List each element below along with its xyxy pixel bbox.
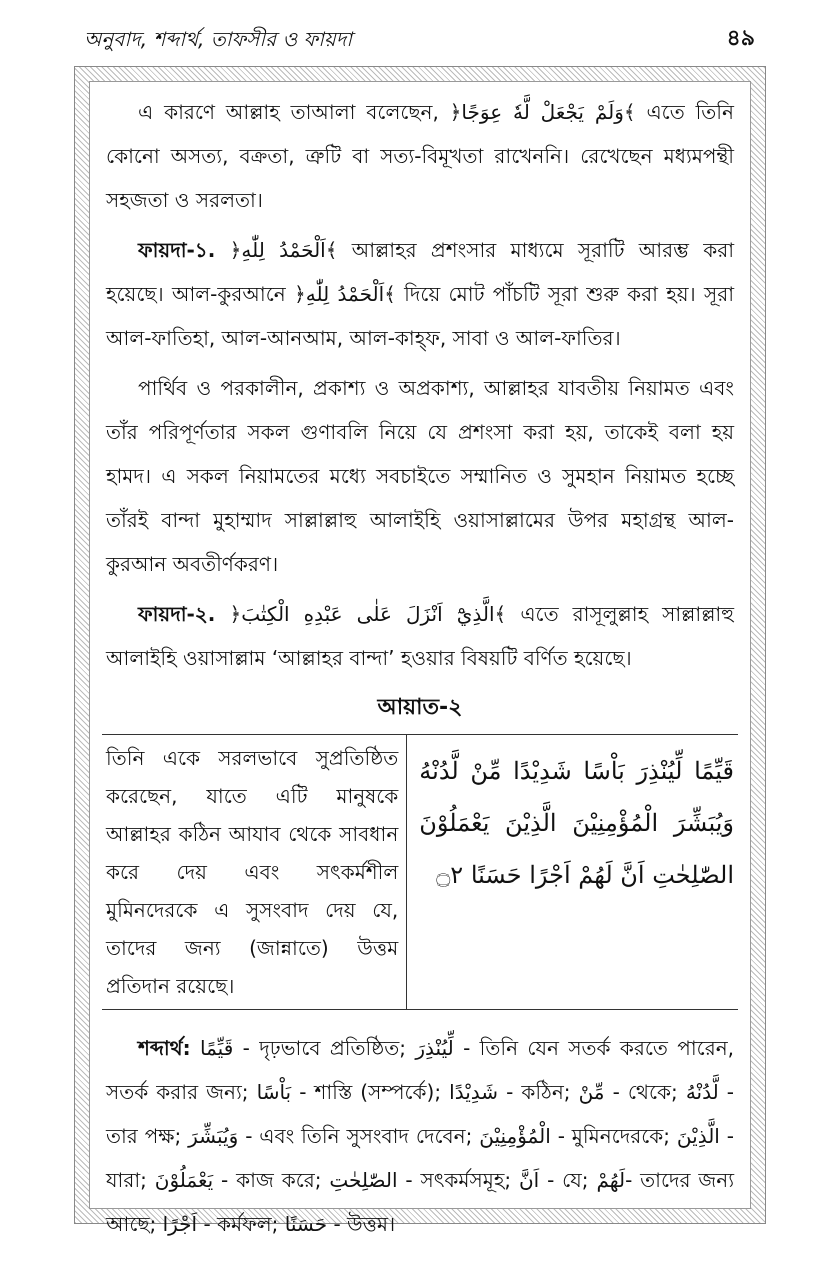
word-meanings-label: শব্দার্থ: — [138, 1036, 191, 1060]
paragraph-hamd: পার্থিব ও পরকালীন, প্রকাশ্য ও অপ্রকাশ্য, আল্লাহর যাবতীয় নিয়ামত এবং তাঁর পরিপূর্ণতার সকল গুণাবলি নিয়ে যে প্রশংসা করা হয়, তাকেই বলা হয় হামদ। এ সকল নিয়ামতের মধ্যে সবচাইতে সম্মানিত ও সুমহান নিয়ামত হচ্ছে তাঁরই বান্দা মুহাম্মাদ সাল্লাল্লাহু আলাইহি ওয়াসাল্লামের উপর মহাগ্রন্থ আল-কুরআন অবতীর্ণকরণ। — [106, 376, 734, 576]
ayah-table — [102, 734, 738, 1010]
faida-1-label: ফায়দা-১. — [138, 238, 216, 262]
paragraph-intro: এ কারণে আল্লাহ তাআলা বলেছেন, ﴿وَلَمْ يَجْعَلْ لَّهٗ عِوَجًا﴾ এতে তিনি কোনো অসত্য, বক্রতা, ত্রুটি বা সত্য-বিমূখতা রাখেননি। রেখেছেন মধ্যমপন্থী সহজতা ও সরলতা। — [106, 100, 734, 212]
ayah-translation: তিনি একে সরলভাবে সুপ্রতিষ্ঠিত করেছেন, যাতে এটি মানুষকে আল্লাহর কঠিন আযাব থেকে সাবধান করে দেয় এবং সৎকর্মশীল মুমিনদেরকে এ সুসংবাদ দেয় যে, তাদের জন্য (জান্নাতে) উত্তম প্রতিদান রয়েছে। — [102, 735, 407, 1009]
faida-1-text2: সূরা আল-ফাতিহা, আল-আনআম, আল-কাহ্ফ, সাবা ও আল-ফাতির। — [106, 282, 735, 350]
page-body — [89, 81, 751, 1236]
header-title: অনুবাদ, শব্দার্থ, তাফসীর ও ফায়দা — [84, 27, 353, 51]
ayah-heading: আয়াত-২ — [377, 695, 463, 720]
ayah-arabic: قَيِّمًا لِّيُنْذِرَ بَاْسًا شَدِيْدًا مِّنْ لَّدُنْهُ وَيُبَشِّرَ الْمُؤْمِنِيْنَ الَّذِيْنَ يَعْمَلُوْنَ الصّٰلِحٰتِ اَنَّ لَهُمْ اَجْرًا حَسَنًا ۝٢ — [419, 757, 734, 889]
faida-2 — [106, 592, 734, 680]
faida-2-text: ﴿الَّذِيْٓ اَنْزَلَ عَلٰى عَبْدِهِ الْكِتٰبَ﴾ এতে রাসূলুল্লাহ সাল্লাল্লাহু আলাইহি ওয়াসাল্লাম ‘আল্লাহর বান্দা’ হওয়ার বিষয়টি বর্ণিত হয়েছে। — [106, 602, 734, 670]
word-meanings — [106, 1026, 734, 1246]
word-meanings-text: قَيِّمًا - দৃঢ়ভাবে প্রতিষ্ঠিত; لِّيُنْذِرَ - তিনি যেন সতর্ক করতে পারেন, সতর্ক করার জন্য; بَاْسًا - শাস্তি (সম্পর্কে); شَدِيْدًا - কঠিন; مِّنْ - থেকে; لَّدُنْهُ - তার পক্ষ; وَيُبَشِّرَ - এবং তিনি সুসংবাদ দেবেন; الْمُؤْمِنِيْنَ - মুমিনদেরকে; الَّذِيْنَ - যারা; يَعْمَلُوْنَ - কাজ করে; الصّٰلِحٰتِ - সৎকর্মসমূহ; اَنَّ - যে; لَهُمْ- তাদের জন্য আছে; اَجْرًا - কর্মফল; حَسَنًا - উত্তম। — [106, 1036, 735, 1236]
faida-2-label: ফায়দা-২. — [138, 602, 216, 626]
decorative-border — [74, 66, 766, 1236]
running-header — [84, 22, 755, 58]
faida-1-text: ﴿اَلْحَمْدُ لِلّٰهِ﴾ আল্লাহর প্রশংসার মাধ্যমে সূরাটি আরম্ভ করা হয়েছে। আল-কুরআনে ﴿اَلْحَمْدُ لِلّٰهِ﴾ দিয়ে মোট পাঁচটি সূরা শুরু করা হয়। — [106, 238, 734, 306]
faida-1 — [106, 228, 734, 360]
page-number: ৪৯ — [726, 26, 755, 51]
